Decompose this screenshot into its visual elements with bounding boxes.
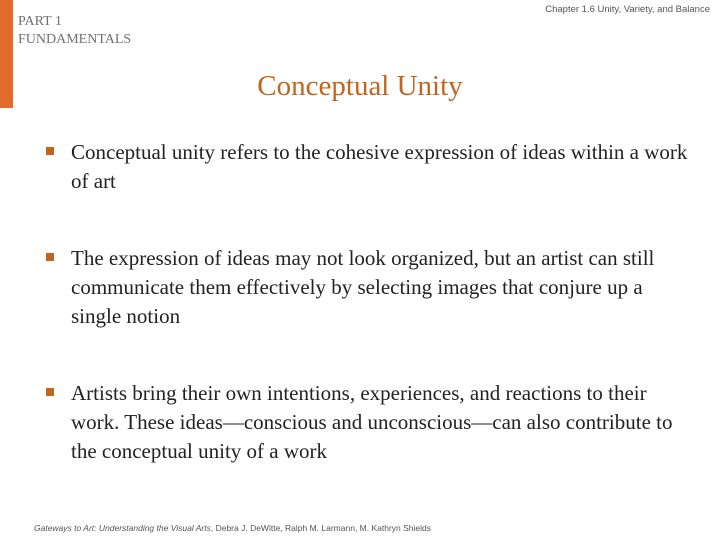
- slide-title: Conceptual Unity: [257, 70, 463, 102]
- square-bullet-icon: [46, 147, 54, 155]
- bullet-text: Conceptual unity refers to the cohesive expression of ideas within a work of art: [71, 140, 688, 193]
- square-bullet-icon: [46, 388, 54, 396]
- book-title: Gateways to Art: Understanding the Visual Arts: [34, 523, 211, 533]
- book-authors: , Debra J. DeWitte, Ralph M. Larmann, M. Kathryn Shields: [210, 523, 432, 533]
- square-bullet-icon: [46, 253, 54, 261]
- bullet-item: [46, 244, 696, 331]
- bullet-list: [46, 138, 696, 466]
- bullet-item: [46, 138, 696, 196]
- bullet-text: Artists bring their own intentions, experiences, and reactions to their work. These ideas—conscious and unconscious—can also contribute to the conceptual unity of a work: [71, 381, 673, 463]
- bullet-item: [46, 379, 696, 466]
- chapter-label: Chapter 1.6 Unity, Variety, and Balance: [545, 4, 710, 15]
- part-name: FUNDAMENTALS: [18, 32, 132, 47]
- part-number: PART 1: [18, 14, 62, 29]
- bullet-text: The expression of ideas may not look organized, but an artist can still communicate them effectively by selecting images that conjure up a single notion: [71, 246, 655, 328]
- part-label: [18, 13, 131, 49]
- footer-citation: [34, 523, 431, 533]
